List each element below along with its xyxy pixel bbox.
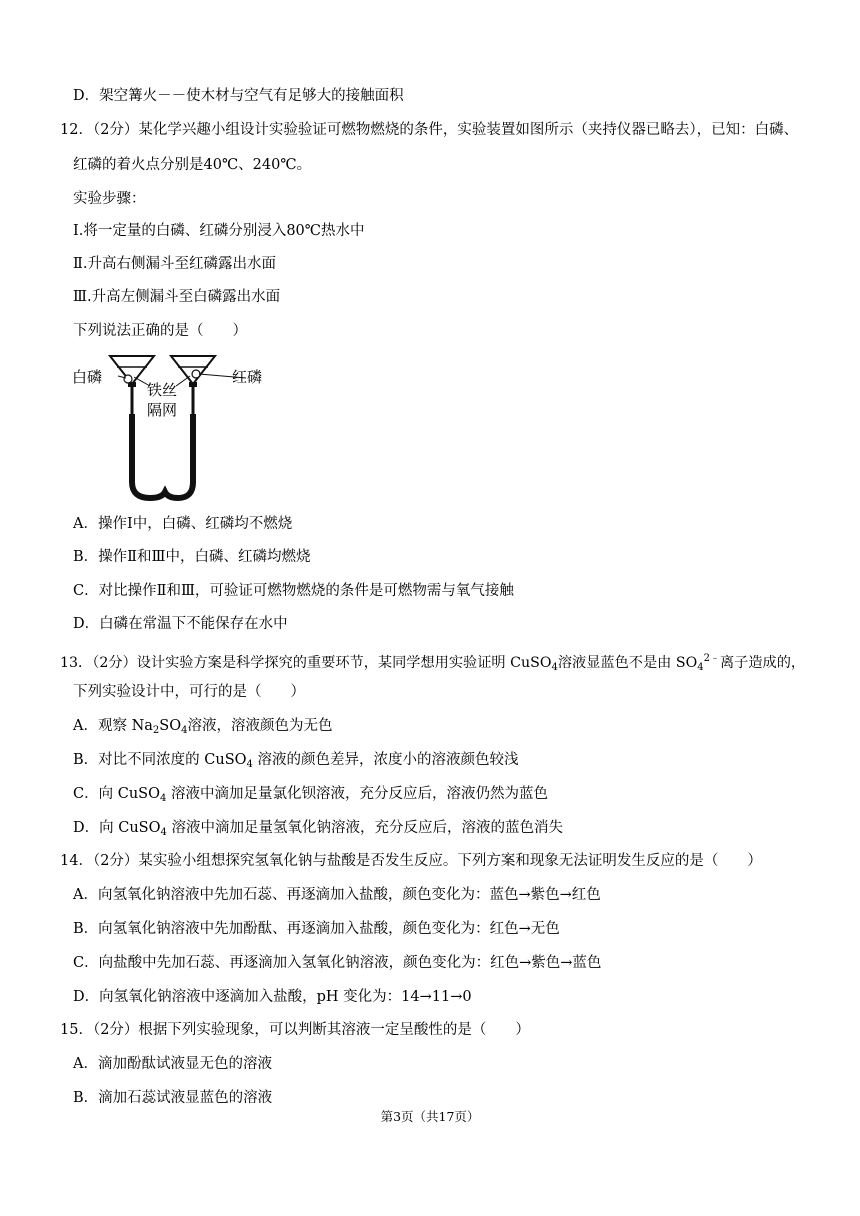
q12-option-d: D．白磷在常温下不能保存在水中 xyxy=(73,616,288,632)
q11-option-d: D．架空篝火－－使木材与空气有足够大的接触面积 xyxy=(73,88,404,104)
q12-option-c: C．对比操作Ⅱ和Ⅲ，可验证可燃物燃烧的条件是可燃物需与氧气接触 xyxy=(73,583,514,599)
label-iron-wire: 铁丝 xyxy=(147,381,178,399)
rubber-tube-icon xyxy=(132,414,193,498)
q12-question: 下列说法正确的是（ ） xyxy=(73,323,247,339)
q12-option-b: B．操作Ⅱ和Ⅲ中，白磷、红磷均燃烧 xyxy=(73,549,311,565)
page-footer: 第3页（共17页） xyxy=(380,1109,480,1124)
label-mesh: 隔网 xyxy=(147,401,178,419)
q12-steps-title: 实验步骤： xyxy=(73,191,146,207)
q14-option-d: D．向氢氧化钠溶液中逐滴加入盐酸，pH 变化为：14→11→0 xyxy=(73,989,472,1005)
red-phosphorus-icon xyxy=(192,370,200,378)
q12-step-3: Ⅲ.升高左侧漏斗至白磷露出水面 xyxy=(73,289,281,305)
q15-option-a: A．滴加酚酞试液显无色的溶液 xyxy=(73,1056,272,1072)
combustion-apparatus-figure xyxy=(70,352,270,507)
right-funnel-icon xyxy=(171,356,215,384)
q14-option-b: B．向氢氧化钠溶液中先加酚酞、再逐滴加入盐酸，颜色变化为：红色→无色 xyxy=(73,921,560,937)
q14-option-a: A．向氢氧化钠溶液中先加石蕊、再逐滴加入盐酸，颜色变化为：蓝色→紫色→红色 xyxy=(73,887,601,903)
q14-stem: 14．（2分）某实验小组想探究氢氧化钠与盐酸是否发生反应。下列方案和现象无法证明发生反应的是（ ） xyxy=(60,853,762,869)
q13-option-b: B．对比不同浓度的 CuSO$_4$ 溶液的颜色差异，浓度小的溶液颜色较浅 xyxy=(73,752,519,770)
q15-option-b: B．滴加石蕊试液显蓝色的溶液 xyxy=(73,1090,273,1106)
q13-stem-line-1: 13．（2分）设计实验方案是科学探究的重要环节，某同学想用实验证明 CuSO$_4$溶液显蓝色不是由 $SO_4^{2﹣}$离子造成的， xyxy=(60,653,806,673)
q14-option-c: C．向盐酸中先加石蕊、再逐滴加入氢氧化钠溶液，颜色变化为：红色→紫色→蓝色 xyxy=(73,955,602,971)
q13-option-a: A．观察 $Na_2SO_4$溶液，溶液颜色为无色 xyxy=(73,718,333,736)
q12-stem-line-1: 12．（2分）某化学兴趣小组设计实验验证可燃物燃烧的条件，实验装置如图所示（夹持仪器已略去），已知：白磷、 xyxy=(60,122,799,138)
q12-stem-line-2: 红磷的着火点分别是40℃、240℃。 xyxy=(73,157,312,173)
q12-step-2: Ⅱ.升高右侧漏斗至红磷露出水面 xyxy=(73,256,276,272)
q13-option-d: D．向 CuSO$_4$ 溶液中滴加足量氢氧化钠溶液，充分反应后，溶液的蓝色消失 xyxy=(73,820,563,838)
q15-stem: 15．（2分）根据下列实验现象，可以判断其溶液一定呈酸性的是（ ） xyxy=(60,1022,530,1038)
q12-step-1: Ⅰ.将一定量的白磷、红磷分别浸入80℃热水中 xyxy=(73,223,365,239)
q12-option-a: A．操作Ⅰ中，白磷、红磷均不燃烧 xyxy=(73,516,293,532)
label-white-phosphorus: 白磷 xyxy=(72,368,103,386)
label-red-phosphorus: 红磷 xyxy=(232,368,263,386)
q13-option-c: C．向 CuSO$_4$ 溶液中滴加足量氯化钡溶液，充分反应后，溶液仍然为蓝色 xyxy=(73,786,548,804)
q13-stem-line-2: 下列实验设计中，可行的是（ ） xyxy=(73,684,305,700)
wire-mesh-pointer-right xyxy=(176,376,190,386)
white-phosphorus-icon xyxy=(124,375,132,383)
right-stem-joint xyxy=(189,382,197,387)
